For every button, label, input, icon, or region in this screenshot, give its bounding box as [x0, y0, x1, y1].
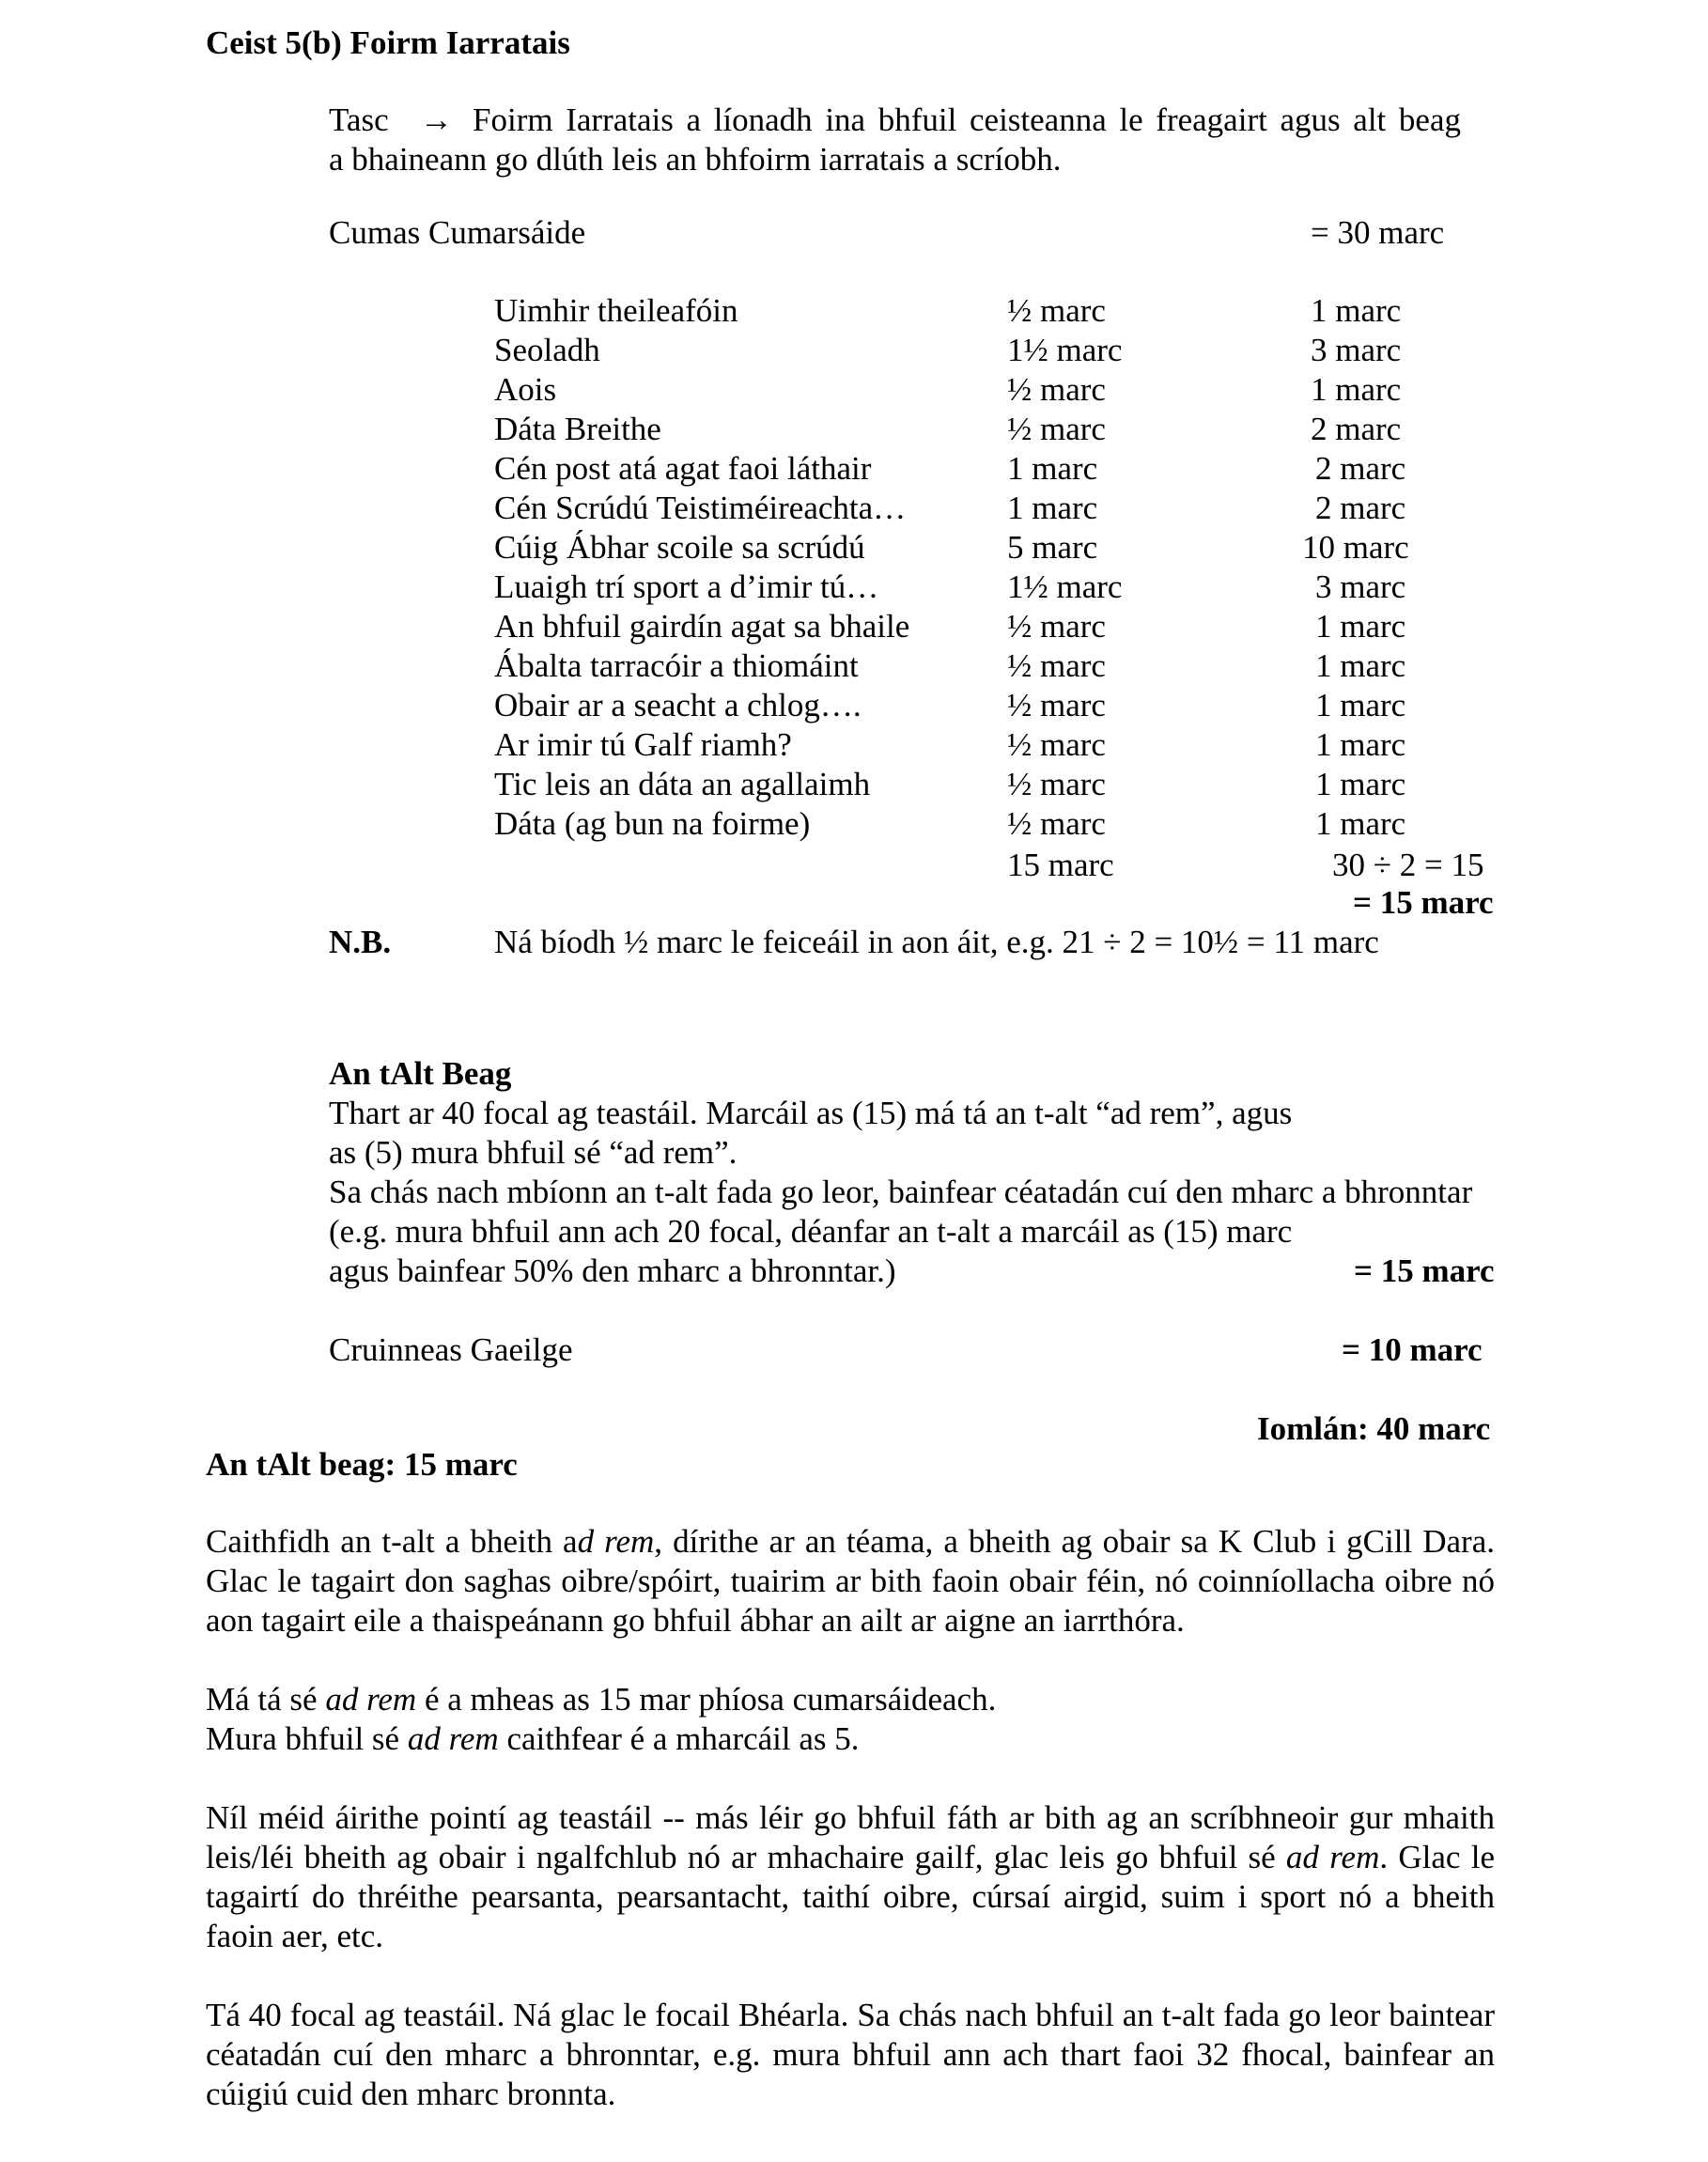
row-half-mark: ½ marc [1007, 292, 1106, 329]
total-full-mark: 30 ÷ 2 = 15 [1332, 847, 1484, 883]
cruinneas-marks: = 10 marc [1342, 1331, 1483, 1368]
p1-italic: d rem [577, 1523, 655, 1560]
row-half-mark: ½ marc [1007, 411, 1106, 447]
task-label: Tasc [329, 101, 389, 138]
p2b-text: caithfear é a mharcáil as 5. [498, 1720, 860, 1757]
table-row [0, 410, 1708, 449]
row-half-mark: ½ marc [1007, 371, 1106, 408]
cumas-label: Cumas Cumarsáide [329, 214, 586, 251]
row-item: Seoladh [494, 332, 600, 368]
row-full-mark: 3 marc [1311, 332, 1402, 368]
table-row [0, 725, 1708, 765]
row-full-mark: 1 marc [1315, 687, 1406, 723]
row-half-mark: ½ marc [1007, 687, 1106, 723]
row-half-mark: ½ marc [1007, 647, 1106, 684]
table-row [0, 449, 1708, 489]
row-item: Dáta (ag bun na foirme) [494, 805, 811, 842]
iomlan-text: Iomlán: 40 marc [1257, 1410, 1491, 1447]
table-row [0, 765, 1708, 804]
p2b-italic: ad rem [407, 1720, 499, 1757]
table-row [0, 370, 1708, 410]
row-item: Cén post atá agat faoi láthair [494, 450, 872, 487]
p1-text: , dírithe ar an téama, a bheith ag obair sa K Club i gCill Dara. Glac le tagairt don saghas oibre/spóirt, tuairim ar bith faoin obair féin, nó coinníollacha oibre nó aon tagairt eile a thaispeánann go bhfuil ábhar an ailt ar aigne an iarrthóra. [206, 1523, 1495, 1639]
p2-line-a [206, 1680, 1495, 1719]
table-row [0, 489, 1708, 528]
p2a-italic: ad rem [325, 1681, 417, 1718]
row-half-mark: ½ marc [1007, 726, 1106, 763]
row-half-mark: ½ marc [1007, 805, 1106, 842]
row-full-mark: 1 marc [1315, 766, 1406, 802]
table-row [0, 607, 1708, 646]
alt-beag-line: agus bainfear 50% den mharc a bhronntar.) [329, 1252, 896, 1289]
table-row [0, 804, 1708, 844]
arrow-icon: → [420, 101, 453, 138]
iomlan-clipped [1257, 1409, 1539, 1447]
row-full-mark: 1 marc [1315, 805, 1406, 842]
total-half-mark: 15 marc [1007, 847, 1114, 883]
row-full-mark: 1 marc [1311, 292, 1402, 329]
row-half-mark: 1½ marc [1007, 568, 1123, 605]
row-item: Cúig Ábhar scoile sa scrúdú [494, 529, 865, 566]
clipped-total-text: = 15 marc [1353, 884, 1494, 921]
alt-beag-line: Sa chás nach mbíonn an t-alt fada go leor, bainfear céatadán cuí den mharc a bhronntar [329, 1174, 1473, 1210]
row-half-mark: 1½ marc [1007, 332, 1123, 368]
row-item: Ábalta tarracóir a thiomáint [494, 647, 859, 684]
page-title: Ceist 5(b) Foirm Iarratais [206, 24, 570, 61]
row-item: An bhfuil gairdín agat sa bhaile [494, 608, 910, 645]
row-half-mark: 5 marc [1007, 529, 1098, 566]
cumas-total: = 30 marc [1311, 214, 1445, 251]
row-full-mark: 1 marc [1315, 647, 1406, 684]
row-full-mark: 1 marc [1315, 726, 1406, 763]
row-item: Dáta Breithe [494, 411, 661, 447]
nb-label: N.B. [329, 924, 392, 960]
row-item: Tic leis an dáta an agallaimh [494, 766, 871, 802]
table-row [0, 568, 1708, 607]
row-full-mark: 3 marc [1315, 568, 1406, 605]
p2b-text: Mura bhfuil sé [206, 1720, 408, 1757]
section2-heading: An tAlt beag: 15 marc [206, 1446, 518, 1483]
row-item: Cén Scrúdú Teistiméireachta… [494, 490, 907, 526]
task-text-line1: Foirm Iarratais a líonadh ina bhfuil ceisteanna le freagairt agus alt beag [473, 101, 1461, 138]
alt-beag-line: Thart ar 40 focal ag teastáil. Marcáil as (15) má tá an t-alt “ad rem”, agus [329, 1095, 1293, 1131]
table-row [0, 291, 1708, 331]
p2-line-b [206, 1719, 1495, 1759]
table-row [0, 686, 1708, 725]
alt-beag-line: (e.g. mura bhfuil ann ach 20 focal, déanfar an t-alt a marcáil as (15) marc [329, 1213, 1293, 1250]
p3-text: . Glac le tagairtí do thréithe pearsanta, pearsantacht, taithí oibre, cúrsaí airgid, suim i sport nó a bheith faoin aer, etc. [206, 1839, 1495, 1954]
alt-beag-marks: = 15 marc [1354, 1252, 1495, 1289]
row-item: Aois [494, 371, 557, 408]
row-half-mark: 1 marc [1007, 490, 1098, 526]
section2-paragraph-4: Tá 40 focal ag teastáil. Ná glac le focail Bhéarla. Sa chás nach bhfuil an t-alt fada go leor baintear céatadán cuí den mharc a bhronntar, e.g. mura bhfuil ann ach thart faoi 32 fhocal, bainfear an cúigiú cuid den mharc bronnta. [206, 1997, 1495, 2112]
nb-text: Ná bíodh ½ marc le feiceáil in aon áit, e.g. 21 ÷ 2 = 10½ = 11 marc [494, 924, 1379, 960]
section2-paragraph-1 [206, 1522, 1495, 1641]
row-full-mark: 1 marc [1311, 371, 1402, 408]
p2a-text: Má tá sé [206, 1681, 326, 1718]
row-full-mark: 2 marc [1311, 411, 1402, 447]
row-full-mark: 2 marc [1315, 450, 1406, 487]
table-total-row [0, 846, 1708, 885]
p3-text: Níl méid áirithe pointí ag teastáil -- más léir go bhfuil fáth ar bith ag an scríbhneoir gur mhaith leis/léi bheith ag obair i ngalfchlub nó ar mhachaire gailf, glac leis go bhfuil sé [206, 1799, 1495, 1875]
p3-italic: ad rem [1285, 1839, 1380, 1875]
section2-paragraph-3 [206, 1798, 1495, 1956]
alt-beag-line: as (5) mura bhfuil sé “ad rem”. [329, 1134, 738, 1171]
p2a-text: é a mheas as 15 mar phíosa cumarsáideach. [416, 1681, 997, 1718]
row-item: Ar imir tú Galf riamh? [494, 726, 792, 763]
row-item: Luaigh trí sport a d’imir tú… [494, 568, 879, 605]
row-half-mark: ½ marc [1007, 608, 1106, 645]
alt-beag-heading: An tAlt Beag [329, 1055, 512, 1092]
table-row [0, 528, 1708, 568]
cruinneas-label: Cruinneas Gaeilge [329, 1331, 573, 1368]
table-row [0, 331, 1708, 370]
clipped-total-line [1353, 884, 1522, 921]
row-item: Uimhir theileafóin [494, 292, 738, 329]
section2-paragraph-2 [206, 1680, 1495, 1759]
task-text-line2: a bhaineann go dlúth leis an bhfoirm iarratais a scríobh. [329, 141, 1062, 178]
p1-text: Caithfidh an t-alt a bheith a [206, 1523, 578, 1560]
row-full-mark: 10 marc [1302, 529, 1409, 566]
table-row [0, 646, 1708, 686]
row-half-mark: ½ marc [1007, 766, 1106, 802]
row-full-mark: 1 marc [1315, 608, 1406, 645]
row-full-mark: 2 marc [1315, 490, 1406, 526]
row-half-mark: 1 marc [1007, 450, 1098, 487]
row-item: Obair ar a seacht a chlog…. [494, 687, 862, 723]
